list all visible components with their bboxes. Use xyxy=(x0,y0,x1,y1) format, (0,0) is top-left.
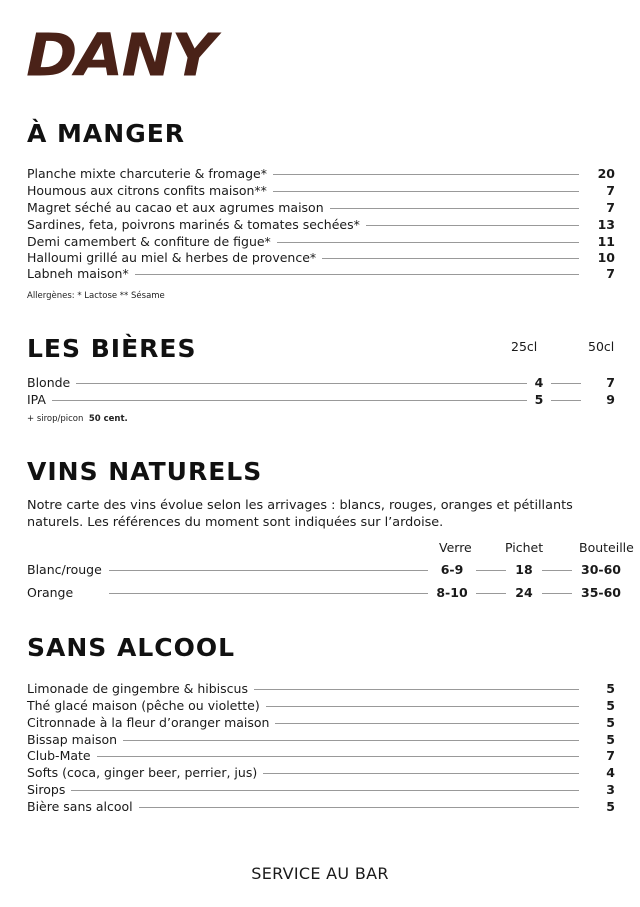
wine-description: Notre carte des vins évolue selon les arrivages : blancs, rouges, oranges et pétillants naturels. Les références du moment sont indiquées sur l’ardoise. xyxy=(27,498,573,530)
leader-line xyxy=(551,383,581,384)
extras-note xyxy=(27,414,128,424)
leader-line xyxy=(542,593,572,594)
item-price: 3 xyxy=(606,782,615,797)
menu-item xyxy=(27,731,615,748)
column-header-50cl: 50cl xyxy=(588,339,615,354)
item-name: Citronnade à la fleur d’oranger maison xyxy=(27,715,270,730)
menu-item xyxy=(27,781,615,798)
price-bouteille: 30-60 xyxy=(581,562,621,577)
column-header-verre: Verre xyxy=(439,540,472,555)
column-header-pichet: Pichet xyxy=(505,540,544,555)
menu-item xyxy=(27,798,615,815)
leader-line xyxy=(476,570,506,571)
price-pichet: 24 xyxy=(515,585,533,600)
footer-service-note: SERVICE AU BAR xyxy=(251,864,389,883)
item-name: Bière sans alcool xyxy=(27,799,133,814)
menu-item xyxy=(27,182,615,199)
section-title-sans-alcool: SANS ALCOOL xyxy=(27,633,236,662)
item-name: Softs (coca, ginger beer, perrier, jus) xyxy=(27,765,258,780)
item-name: Sardines, feta, poivrons marinés & tomates sechées* xyxy=(27,217,360,232)
menu-item xyxy=(27,680,615,697)
item-price: 10 xyxy=(597,250,615,265)
item-name: Sirops xyxy=(27,782,66,797)
section-title-manger: À MANGER xyxy=(27,119,186,148)
beer-row xyxy=(27,391,615,408)
item-price: 5 xyxy=(606,698,615,713)
leader-line xyxy=(76,383,527,384)
column-header-bouteille: Bouteille xyxy=(579,540,634,555)
item-name: IPA xyxy=(27,392,46,407)
leader-line xyxy=(263,773,579,774)
extras-label: + sirop/picon xyxy=(27,414,84,424)
item-name: Planche mixte charcuterie & fromage* xyxy=(27,166,267,181)
leader-line xyxy=(139,807,579,808)
item-name: Blonde xyxy=(27,375,71,390)
item-price: 7 xyxy=(606,183,615,198)
menu-item xyxy=(27,265,615,282)
wine-row xyxy=(27,561,630,578)
menu-item xyxy=(27,233,615,250)
menu-item xyxy=(27,199,615,216)
price-bouteille: 35-60 xyxy=(581,585,621,600)
item-name: Demi camembert & confiture de figue* xyxy=(27,234,271,249)
item-name: Bissap maison xyxy=(27,732,118,747)
item-name: Limonade de gingembre & hibiscus xyxy=(27,681,248,696)
leader-line xyxy=(273,191,579,192)
item-price: 11 xyxy=(597,234,615,249)
price-verre: 6-9 xyxy=(440,562,464,577)
item-name: Blanc/rouge xyxy=(27,562,102,577)
item-price: 5 xyxy=(606,799,615,814)
item-name: Thé glacé maison (pêche ou violette) xyxy=(27,698,260,713)
price-50cl: 9 xyxy=(606,392,615,407)
price-25cl: 4 xyxy=(534,375,544,390)
menu-item xyxy=(27,697,615,714)
leader-line xyxy=(123,740,579,741)
item-price: 5 xyxy=(606,732,615,747)
column-header-25cl: 25cl xyxy=(511,339,538,354)
leader-line xyxy=(542,570,572,571)
item-price: 7 xyxy=(606,748,615,763)
item-name: Magret séché au cacao et aux agrumes maison xyxy=(27,200,324,215)
leader-line xyxy=(135,274,579,275)
leader-line xyxy=(476,593,506,594)
leader-line xyxy=(109,570,428,571)
section-title-vins: VINS NATURELS xyxy=(27,457,263,486)
item-price: 13 xyxy=(597,217,615,232)
leader-line xyxy=(275,723,579,724)
item-price: 5 xyxy=(606,681,615,696)
menu-item xyxy=(27,165,615,182)
price-50cl: 7 xyxy=(606,375,615,390)
price-pichet: 18 xyxy=(515,562,533,577)
item-name: Orange xyxy=(27,585,74,600)
leader-line xyxy=(52,400,527,401)
menu-item xyxy=(27,714,615,731)
item-price: 7 xyxy=(606,266,615,281)
price-25cl: 5 xyxy=(534,392,544,407)
allergen-note: Allergènes: * Lactose ** Sésame xyxy=(27,291,165,301)
item-price: 20 xyxy=(597,166,615,181)
leader-line xyxy=(109,593,428,594)
beer-row xyxy=(27,374,615,391)
item-price: 4 xyxy=(606,765,615,780)
menu-item xyxy=(27,764,615,781)
section-title-bieres: LES BIÈRES xyxy=(27,334,197,363)
item-price: 5 xyxy=(606,715,615,730)
leader-line xyxy=(322,258,579,259)
leader-line xyxy=(97,756,579,757)
leader-line xyxy=(366,225,579,226)
menu-item xyxy=(27,249,615,266)
extras-price: 50 cent. xyxy=(88,414,128,424)
item-name: Houmous aux citrons confits maison** xyxy=(27,183,267,198)
item-name: Labneh maison* xyxy=(27,266,129,281)
wine-row xyxy=(27,584,630,601)
leader-line xyxy=(551,400,581,401)
price-verre: 8-10 xyxy=(436,585,468,600)
leader-line xyxy=(273,174,579,175)
menu-item xyxy=(27,216,615,233)
leader-line xyxy=(254,689,579,690)
menu-item xyxy=(27,747,615,764)
brand-logo: DANY xyxy=(26,20,215,90)
leader-line xyxy=(277,242,579,243)
leader-line xyxy=(266,706,579,707)
item-name: Club-Mate xyxy=(27,748,91,763)
item-name: Halloumi grillé au miel & herbes de provence* xyxy=(27,250,317,265)
item-price: 7 xyxy=(606,200,615,215)
leader-line xyxy=(71,790,579,791)
leader-line xyxy=(330,208,579,209)
